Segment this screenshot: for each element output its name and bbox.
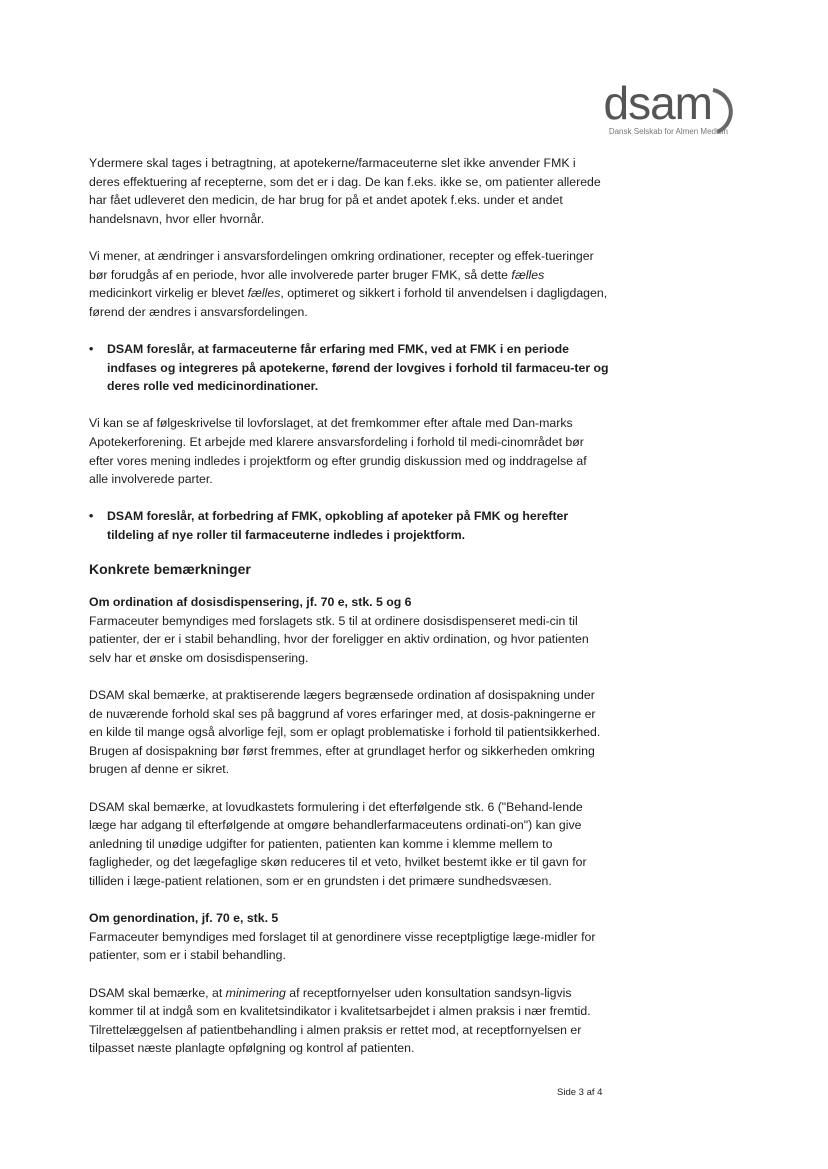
- paragraph: Farmaceuter bemyndiges med forslagets stk. 5 til at ordinere dosisdispenseret medi-cin til patienter, der er i stabil behandling, hvor der foreligger en aktiv ordination, og hvor patienten selv har et ønske om dosisdispensering.: [89, 613, 589, 665]
- dsam-logo: [575, 77, 750, 140]
- paragraph: Farmaceuter bemyndiges med forslaget til at genordinere visse receptpligtige læge-midler for patienter, som er i stabil behandling.: [89, 929, 596, 963]
- paragraph: DSAM skal bemærke, at praktiserende lægers begrænsede ordination af dosispakning under de nuværende forhold skal ses på baggrund af vores erfaringer med, at dosis-pakningerne er en kilde til mange også alvorlige fejl, som er oplagt problematiske i forhold til patientsikkerhed. Brugen af dosispakning bør først fremmes, efter at grundlaget herfor og sikkerheden omkring brugen af denne er sikret.: [89, 688, 601, 777]
- subsection-heading: Om genordination, jf. 70 e, stk. 5: [89, 911, 279, 926]
- subsection-heading: Om ordination af dosisdispensering, jf. 70 e, stk. 5 og 6: [89, 595, 412, 610]
- letter-body: [89, 154, 609, 1077]
- section-heading: Konkrete bemærkninger: [89, 561, 251, 578]
- paragraph: Vi kan se af følgeskrivelse til lovforslaget, at det fremkommer efter aftale med Dan-marks Apotekerforening. Et arbejde med klarere ansvarsfordeling i forhold til medi-cinområdet bør efter vores mening indledes i projektform og efter grundig diskussion med og inddragelse af alle involverede parter.: [89, 416, 587, 487]
- logo-subtitle: Dansk Selskab for Almen Medicin: [608, 127, 728, 136]
- paragraph: Ydermere skal tages i betragtning, at apotekerne/farmaceuterne slet ikke anvender FMK i deres effektuering af recepterne, som det er i dag. De kan f.eks. ikke se, om patienter allerede har fået udleveret den medicin, de har brug for på et andet apotek f.eks. under et andet handelsnavn, hvor eller hvornår.: [89, 156, 601, 226]
- page-number: Side 3 af 4: [557, 1087, 603, 1098]
- proposal-list: [89, 340, 609, 396]
- proposal-list: [89, 507, 609, 544]
- logo-wordmark: dsam: [603, 77, 712, 129]
- paragraph: Vi mener, at ændringer i ansvarsfordelingen omkring ordinationer, recepter og effek-tueringer bør forudgås af en periode, hvor alle involverede parter bruger FMK, så dette fælles medicinkort virkelig er blevet fælles, optimeret og sikkert i forhold til anvendelsen i dagligdagen, førend der ændres i ansvarsfordelingen.: [89, 248, 608, 319]
- proposal-bullet: • DSAM foreslår, at farmaceuterne får erfaring med FMK, ved at FMK i en periode indfases og integreres på apotekerne, førend der lovgives i forhold til farmaceu-ter og deres rolle ved medicinordinationer.: [89, 340, 609, 396]
- paragraph: DSAM skal bemærke, at lovudkastets formulering i det efterfølgende stk. 6 ("Behand-lende læge har adgang til efterfølgende at omgøre behandlerfarmaceutens ordinati-on") kan give anledning til unødige udgifter for patienten, patienten kan komme i klemme mellem to fagligheder, og det lægefaglige skøn reduceres til et veto, hvilket bestemt ikke er til gavn for tilliden i læge-patient relationen, som er en grundsten i det primære sundhedsvæsen.: [89, 799, 587, 888]
- proposal-bullet: • DSAM foreslår, at forbedring af FMK, opkobling af apoteker på FMK og herefter tildeling af nye roller til farmaceuterne indledes i projektform.: [89, 507, 609, 544]
- paragraph: DSAM skal bemærke, at minimering af receptfornyelser uden konsultation sandsyn-ligvis kommer til at indgå som en kvalitetsindikator i kvalitetsarbejdet i almen praksis i nær fremtid. Tilrettelæggelsen af patientbehandling i almen praksis er rettet mod, at receptfornyelsen er tilpasset næste planlagte opfølgning og kontrol af patienten.: [89, 985, 591, 1056]
